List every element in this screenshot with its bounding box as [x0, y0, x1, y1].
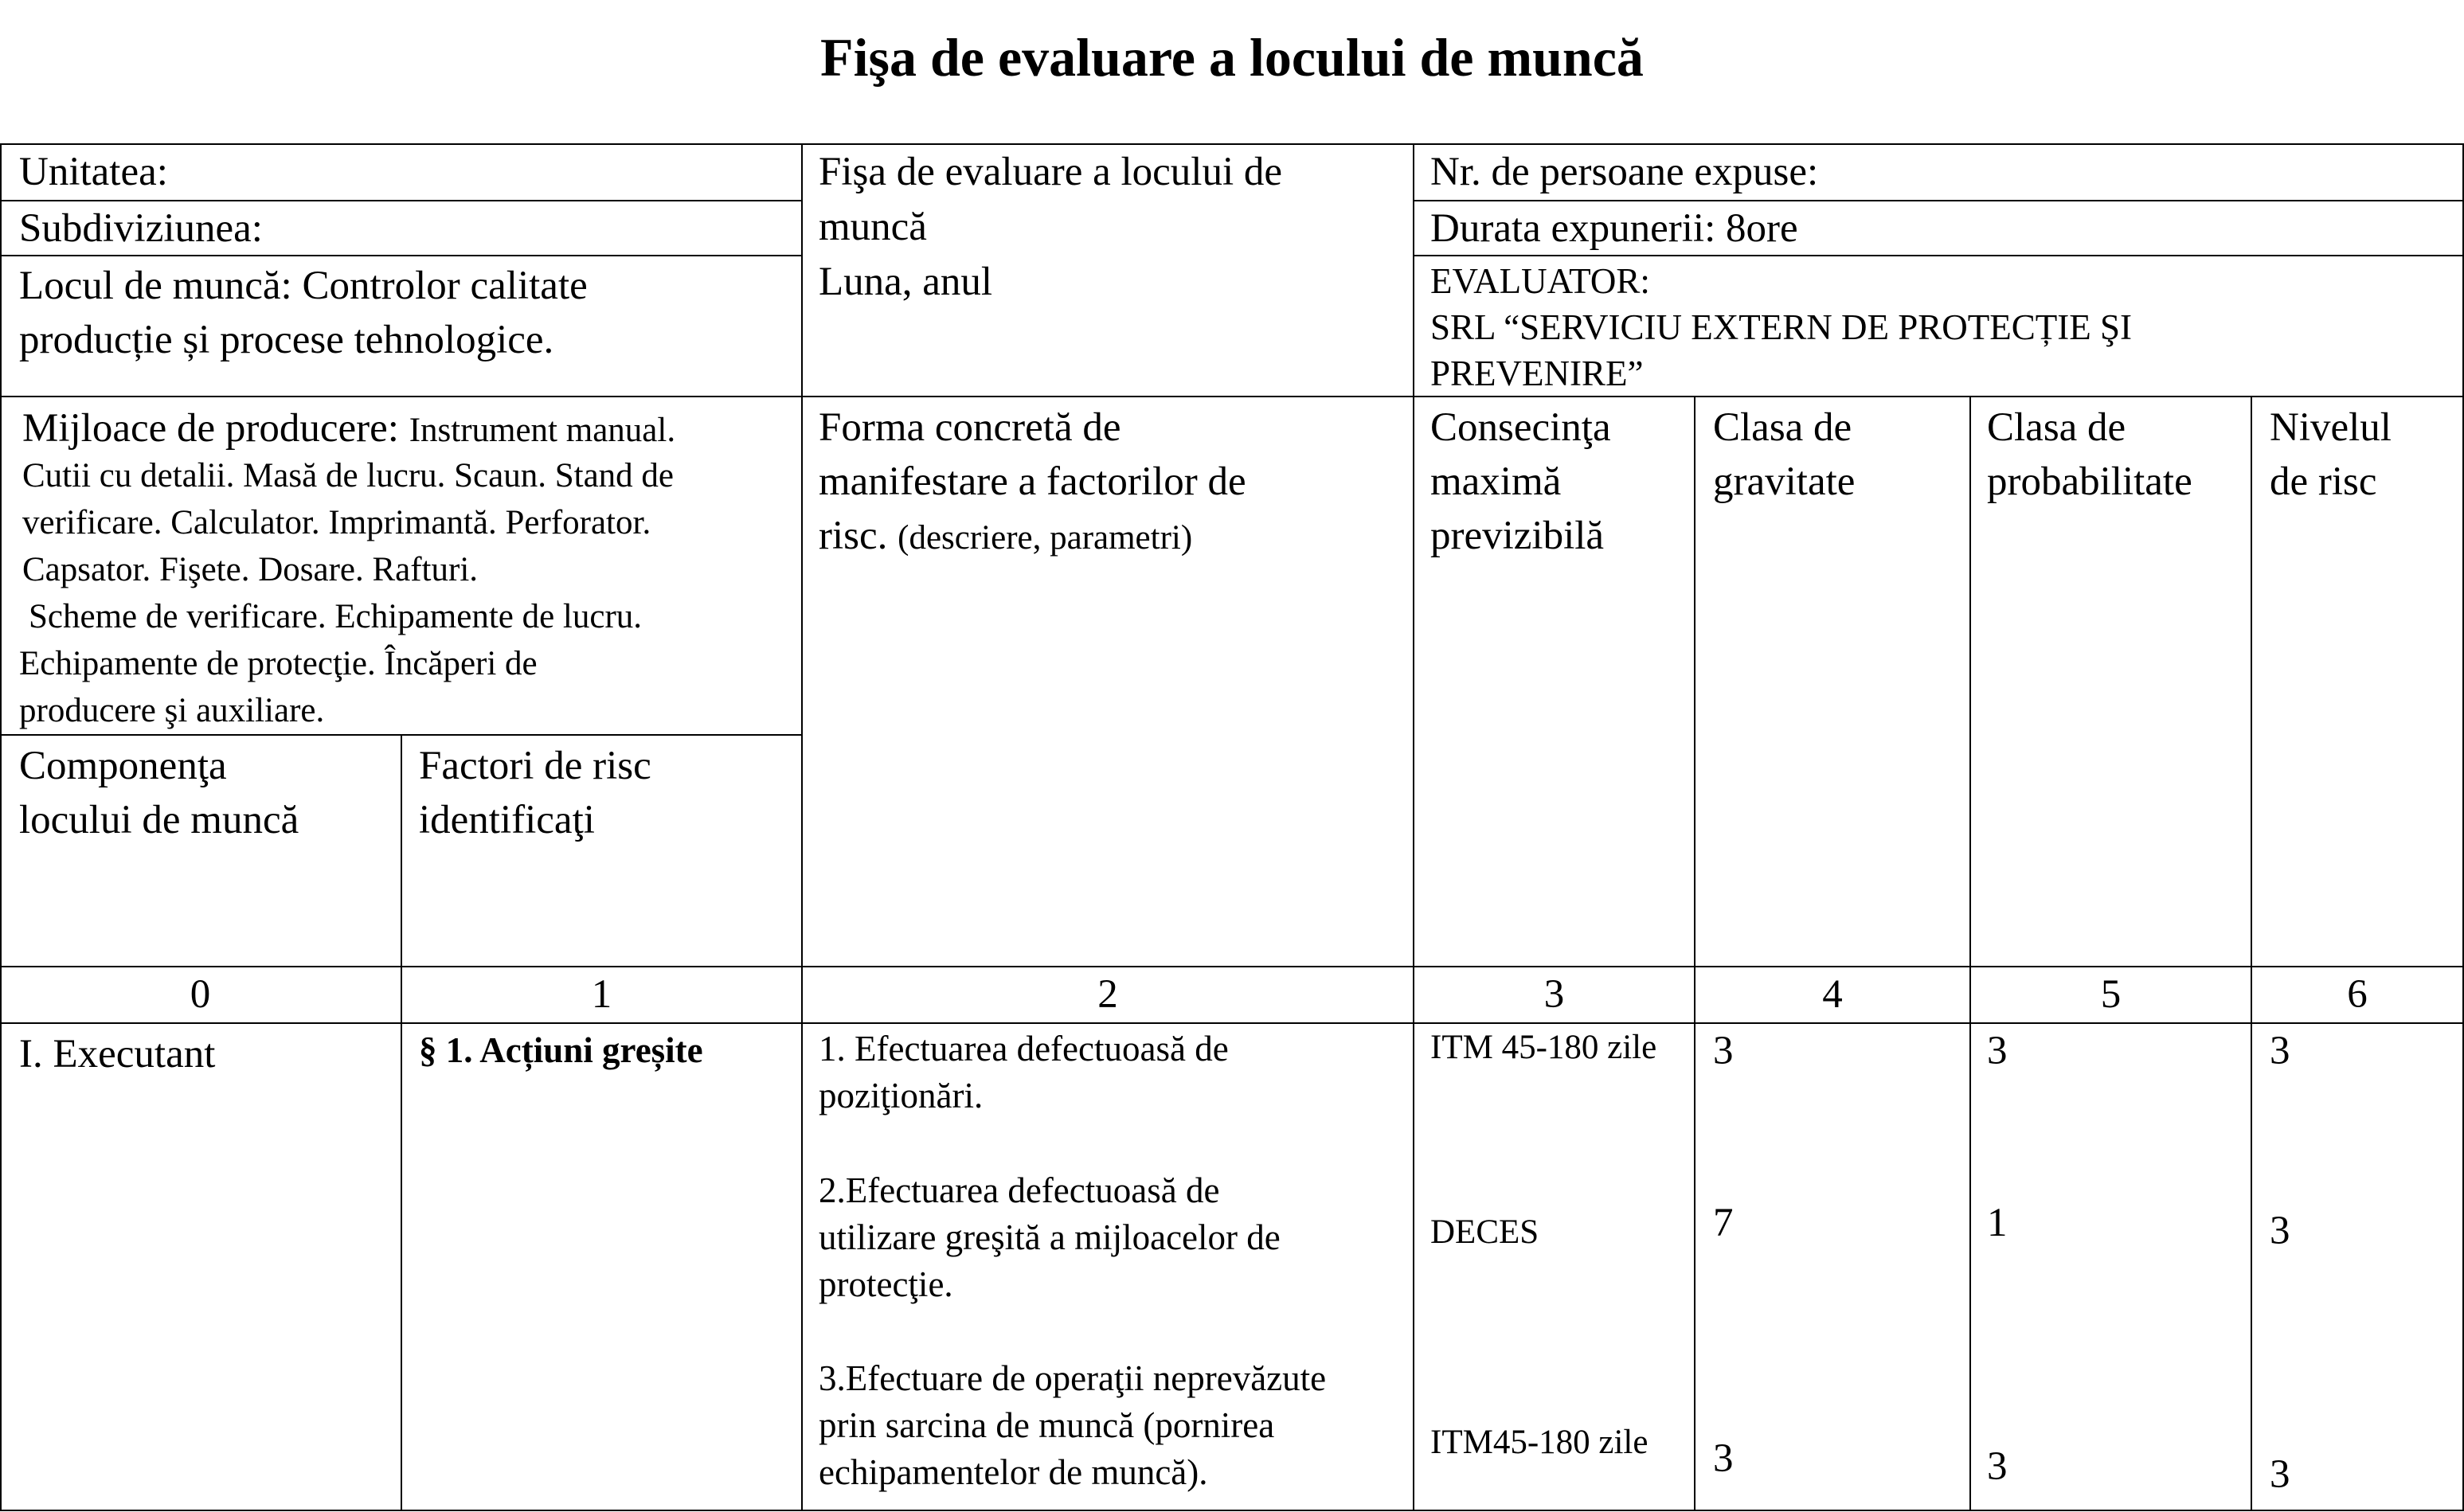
unit-label: Unitatea:	[19, 150, 168, 194]
consequence-header-1: Consecinţa	[1430, 405, 1611, 450]
factor-cell: § 1. Acțiuni greșite	[419, 1030, 703, 1070]
factors-header-1: Factori de risc	[419, 744, 651, 788]
means-line-1	[22, 401, 675, 458]
risk-level-cell: 3	[2270, 1029, 2290, 1073]
column-number: 6	[2347, 972, 2368, 1017]
consequence-cell: ITM 45-180 zile	[1430, 1029, 1657, 1066]
evaluator-line-3: PREVENIRE”	[1430, 354, 1644, 393]
workplace-line-1: Locul de muncă: Controlor calitate	[19, 264, 588, 308]
gravity-cell: 7	[1713, 1201, 1734, 1245]
exposed-persons-label: Nr. de persoane expuse:	[1430, 150, 1819, 194]
means-line-1-rest: Instrument manual.	[409, 412, 676, 449]
risk-header-2: de risc	[2270, 459, 2377, 504]
risk-form-line: echipamentelor de muncă).	[819, 1452, 1208, 1492]
means-line-3: verificare. Calculator. Imprimantă. Perforator.	[22, 504, 651, 541]
means-line-6: Echipamente de protecţie. Încăperi de	[19, 645, 538, 682]
probability-cell: 3	[1987, 1444, 2008, 1489]
risk-form-line: 1. Efectuarea defectuoasă de	[819, 1029, 1229, 1069]
probability-header-1: Clasa de	[1987, 405, 2126, 450]
component-header-2: locului de muncă	[19, 798, 299, 842]
column-number: 0	[190, 972, 211, 1017]
gravity-header-2: gravitate	[1713, 459, 1856, 504]
risk-form-line: poziţionări.	[819, 1076, 984, 1115]
form-header-1: Forma concretă de	[819, 405, 1121, 450]
component-header-1: Componenţa	[19, 744, 227, 788]
risk-form-line: 2.Efectuarea defectuoasă de	[819, 1170, 1220, 1210]
means-label: Mijloace de producere:	[22, 406, 399, 451]
form-header-3	[819, 509, 1192, 565]
form-header-3-main: risc.	[819, 514, 888, 558]
column-number: 3	[1543, 972, 1565, 1017]
document-title: Fişa de evaluare a locului de muncă	[820, 27, 1644, 88]
column-number: 2	[1097, 972, 1118, 1017]
subdivision-label: Subdiviziunea:	[19, 206, 263, 251]
component-cell: I. Executant	[19, 1032, 216, 1076]
consequence-header-3: previzibilă	[1430, 514, 1605, 558]
means-line-2: Cutii cu detalii. Masă de lucru. Scaun. Stand de	[22, 457, 675, 494]
exposure-duration-label: Durata expunerii: 8ore	[1430, 206, 1798, 251]
factors-header-2: identificaţi	[419, 798, 595, 842]
probability-header-2: probabilitate	[1987, 459, 2192, 504]
probability-cell: 1	[1987, 1201, 2008, 1245]
means-line-4: Capsator. Fişete. Dosare. Rafturi.	[22, 551, 479, 588]
form-header-2: manifestare a factorilor de	[819, 459, 1246, 504]
workplace-line-2: producție și procese tehnologice.	[19, 318, 554, 362]
gravity-cell: 3	[1713, 1029, 1734, 1073]
evaluator-line-1: EVALUATOR:	[1430, 261, 1650, 301]
column-number: 4	[1822, 972, 1843, 1017]
risk-form-line: prin sarcina de muncă (pornirea	[819, 1405, 1275, 1445]
gravity-cell: 3	[1713, 1436, 1734, 1481]
risk-level-cell: 3	[2270, 1452, 2290, 1497]
sheet-line-3: Luna, anul	[819, 260, 993, 304]
sheet-line-2: muncă	[819, 205, 927, 249]
risk-level-cell: 3	[2270, 1209, 2290, 1253]
sheet-line-1: Fişa de evaluare a locului de	[819, 150, 1283, 194]
probability-cell: 3	[1987, 1029, 2008, 1073]
risk-form-line: 3.Efectuare de operaţii neprevăzute	[819, 1358, 1327, 1398]
means-line-7: producere şi auxiliare.	[19, 692, 325, 729]
risk-header-1: Nivelul	[2270, 405, 2392, 450]
risk-form-line: utilizare greşită a mijloacelor de	[819, 1217, 1281, 1257]
consequence-cell: ITM45-180 zile	[1430, 1424, 1649, 1461]
gravity-header-1: Clasa de	[1713, 405, 1852, 450]
risk-form-line: protecţie.	[819, 1264, 953, 1304]
means-line-5: Scheme de verificare. Echipamente de lucru.	[29, 598, 643, 635]
evaluator-line-2: SRL “SERVICIU EXTERN DE PROTECȚIE ŞI	[1430, 307, 2132, 347]
consequence-cell: DECES	[1430, 1213, 1539, 1251]
consequence-header-2: maximă	[1430, 459, 1562, 504]
column-number: 5	[2100, 972, 2122, 1017]
column-number: 1	[591, 972, 612, 1017]
form-header-3-small: (descriere, parametri)	[898, 519, 1193, 557]
